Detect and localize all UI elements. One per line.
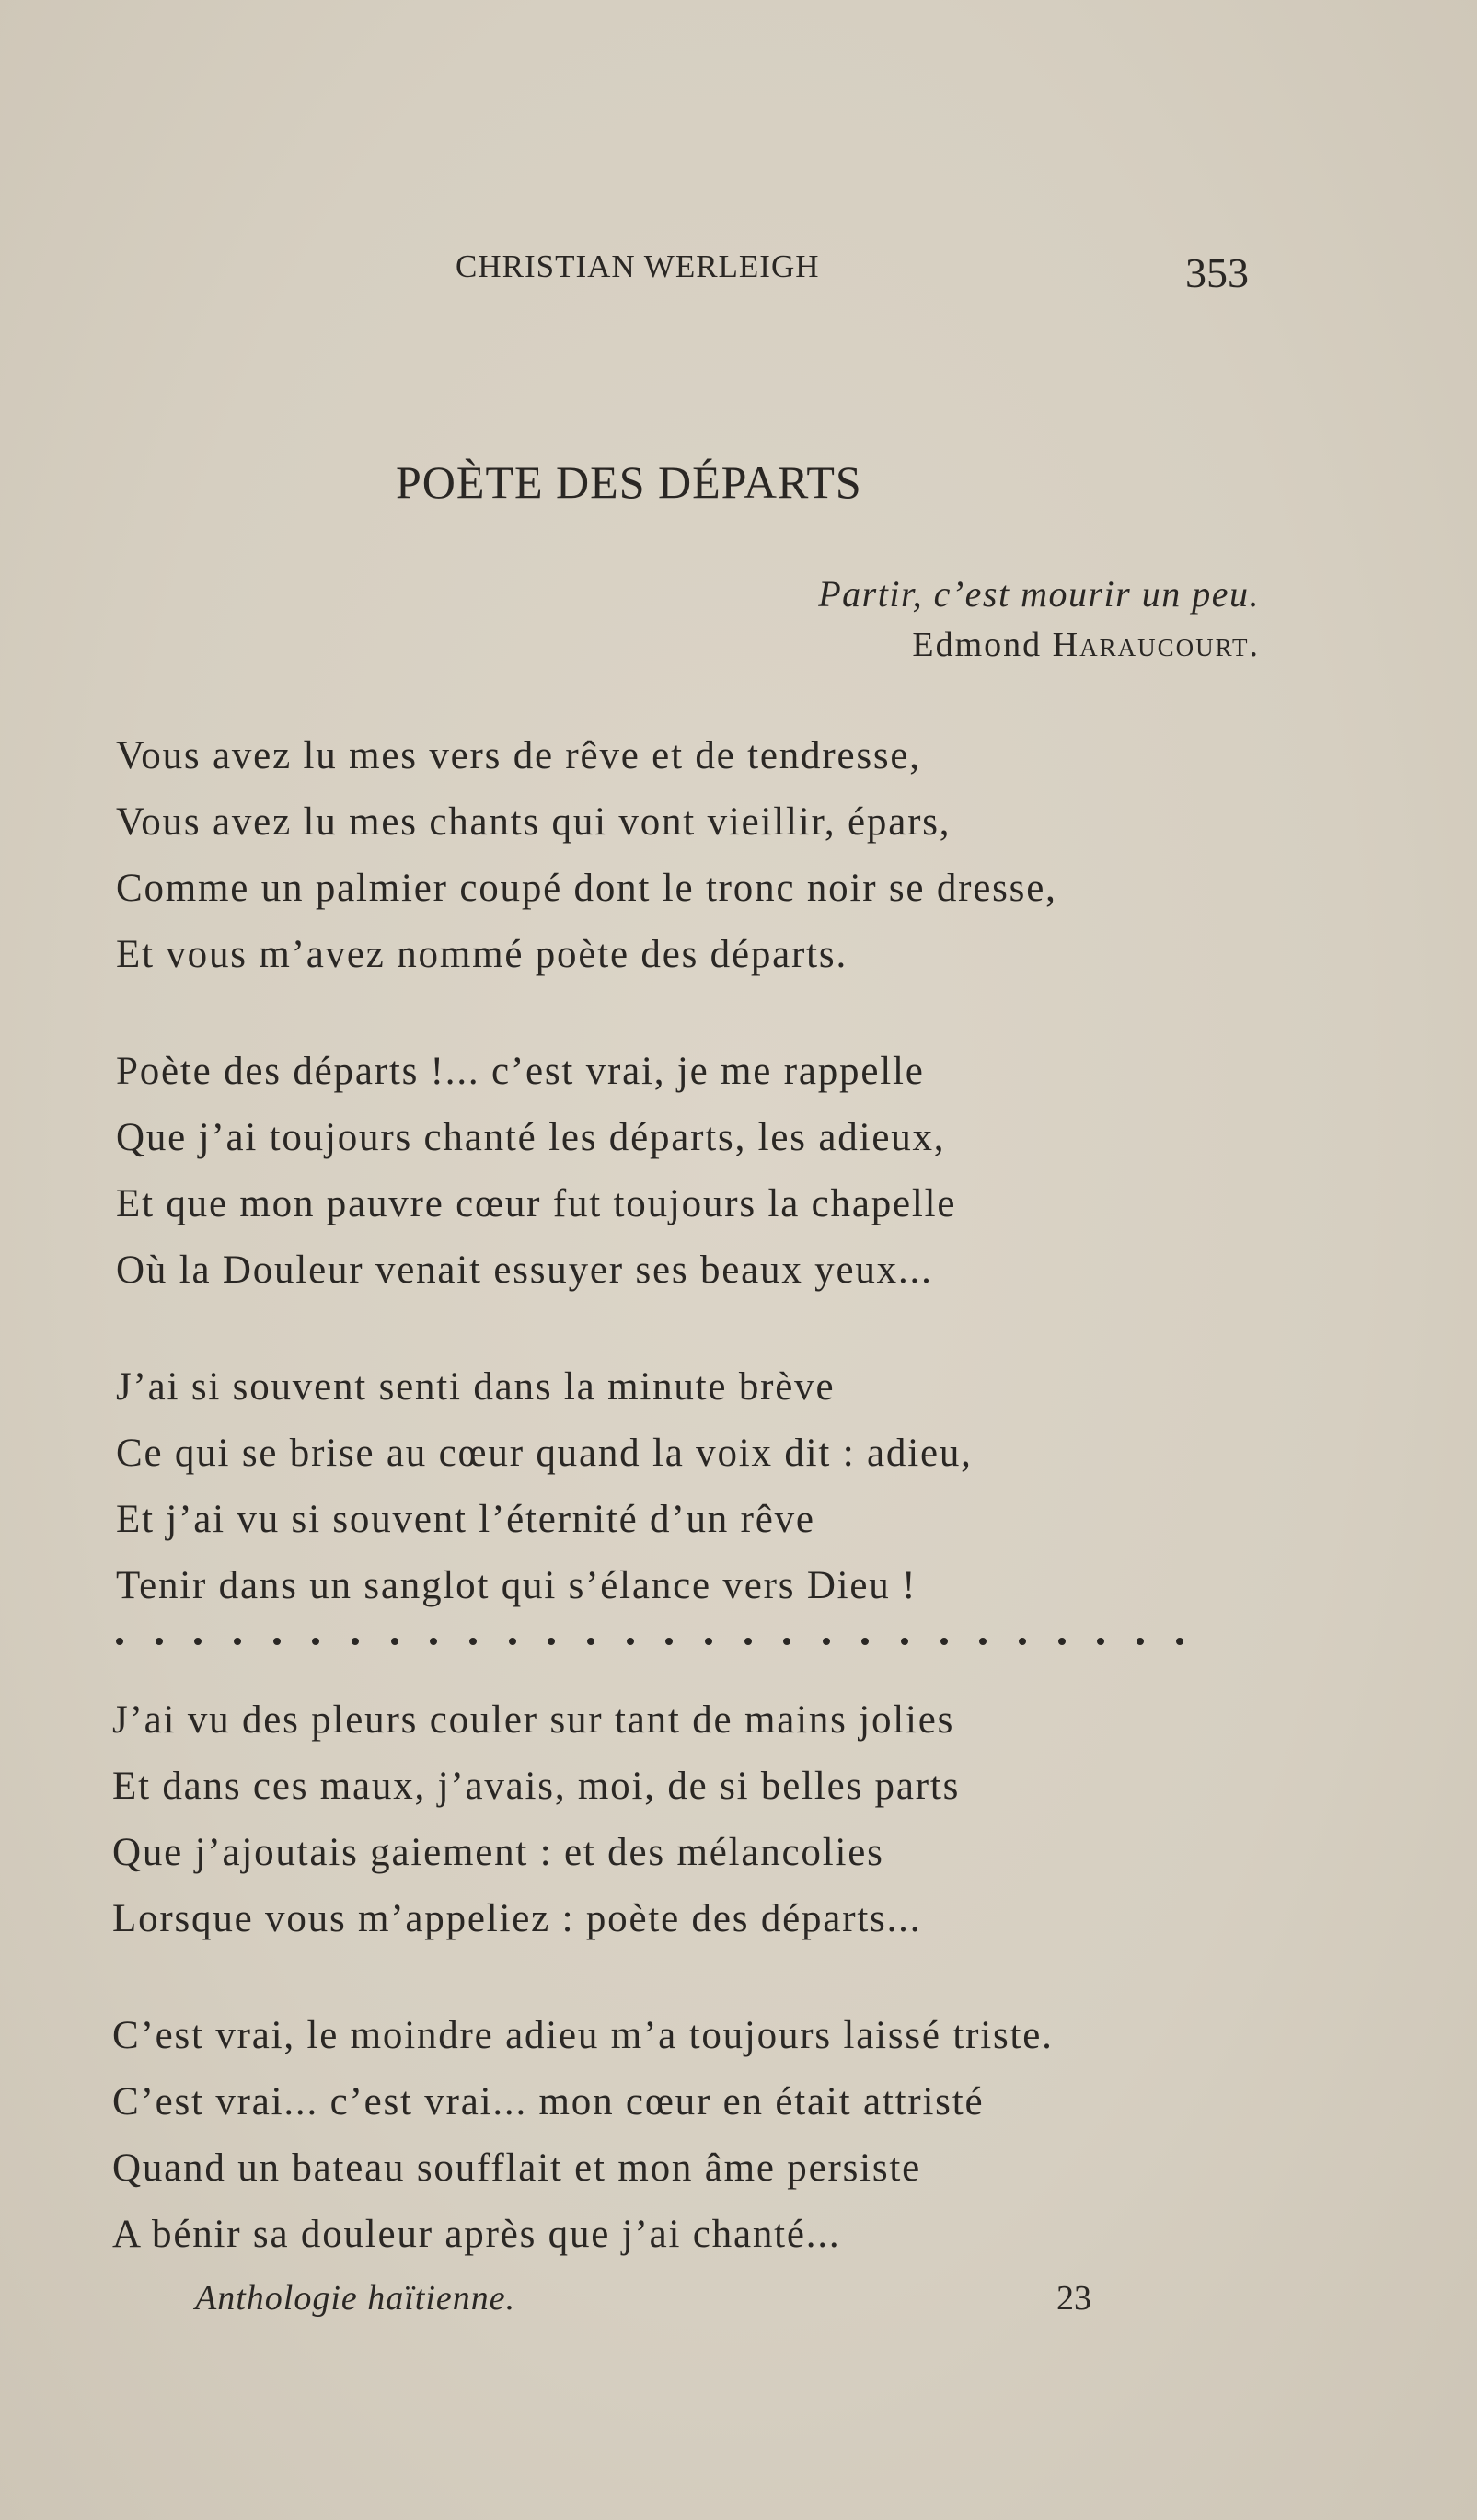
verse-line: Où la Douleur venait essuyer ses beaux yeux... — [116, 1248, 933, 1292]
verse-line: Quand un bateau soufflait et mon âme persiste — [112, 2146, 922, 2190]
stanza-1 — [116, 723, 1057, 988]
poem-title: POÈTE DES DÉPARTS — [396, 456, 862, 508]
verse-line: Vous avez lu mes chants qui vont vieillir, épars, — [116, 800, 952, 844]
page-footer — [0, 2278, 1477, 2333]
verse-line: Tenir dans un sanglot qui s’élance vers Dieu ! — [116, 1564, 917, 1607]
verse-line: Que j’ai toujours chanté les départs, les adieux, — [116, 1116, 946, 1159]
stanza-4 — [112, 1687, 1054, 1952]
verse-line: Lorsque vous m’appeliez : poète des départs... — [112, 1897, 922, 1940]
ellipsis-divider — [116, 1638, 1183, 1645]
epigraph-quote: Partir, c’est mourir un peu. — [818, 573, 1260, 615]
stanza-2 — [116, 1039, 1057, 1304]
verse-line: J’ai si souvent senti dans la minute brève — [116, 1365, 836, 1409]
verse-line: Que j’ajoutais gaiement : et des mélancolies — [112, 1831, 884, 1874]
verse-line: Poète des départs !... c’est vrai, je me rappelle — [116, 1050, 925, 1093]
verse-line: Et dans ces maux, j’avais, moi, de si belles parts — [112, 1765, 961, 1808]
book-title: Anthologie haïtienne. — [195, 2279, 516, 2318]
verse-line: C’est vrai... c’est vrai... mon cœur en était attristé — [112, 2080, 985, 2123]
epigraph — [818, 572, 1260, 665]
epigraph-author — [818, 625, 1260, 665]
verse-line: Et que mon pauvre cœur fut toujours la chapelle — [116, 1182, 957, 1225]
verse-line: J’ai vu des pleurs couler sur tant de mains jolies — [112, 1698, 955, 1742]
verse-line: C’est vrai, le moindre adieu m’a toujours laissé triste. — [112, 2014, 1054, 2057]
stanza-5 — [112, 2003, 1054, 2268]
verse-line: Et vous m’avez nommé poète des départs. — [116, 933, 848, 976]
verse-line: Ce qui se brise au cœur quand la voix dit : adieu, — [116, 1432, 973, 1475]
verse-line: Comme un palmier coupé dont le tronc noir se dresse, — [116, 867, 1057, 910]
poem-body-lower — [112, 1687, 1054, 2319]
verse-line: Vous avez lu mes vers de rêve et de tendresse, — [116, 734, 921, 777]
verse-line: A bénir sa douleur après que j’ai chanté... — [112, 2213, 841, 2256]
page-number: 353 — [1185, 249, 1249, 296]
poem-body-upper — [116, 723, 1057, 1670]
epigraph-author-last: Haraucourt. — [1052, 626, 1260, 664]
epigraph-author-first: Edmond — [912, 626, 1053, 664]
stanza-3 — [116, 1354, 1057, 1619]
running-title: CHRISTIAN WERLEIGH — [456, 248, 820, 284]
signature-mark: 23 — [1056, 2279, 1091, 2318]
verse-line: Et j’ai vu si souvent l’éternité d’un rêve — [116, 1498, 815, 1541]
page-header — [0, 241, 1477, 296]
